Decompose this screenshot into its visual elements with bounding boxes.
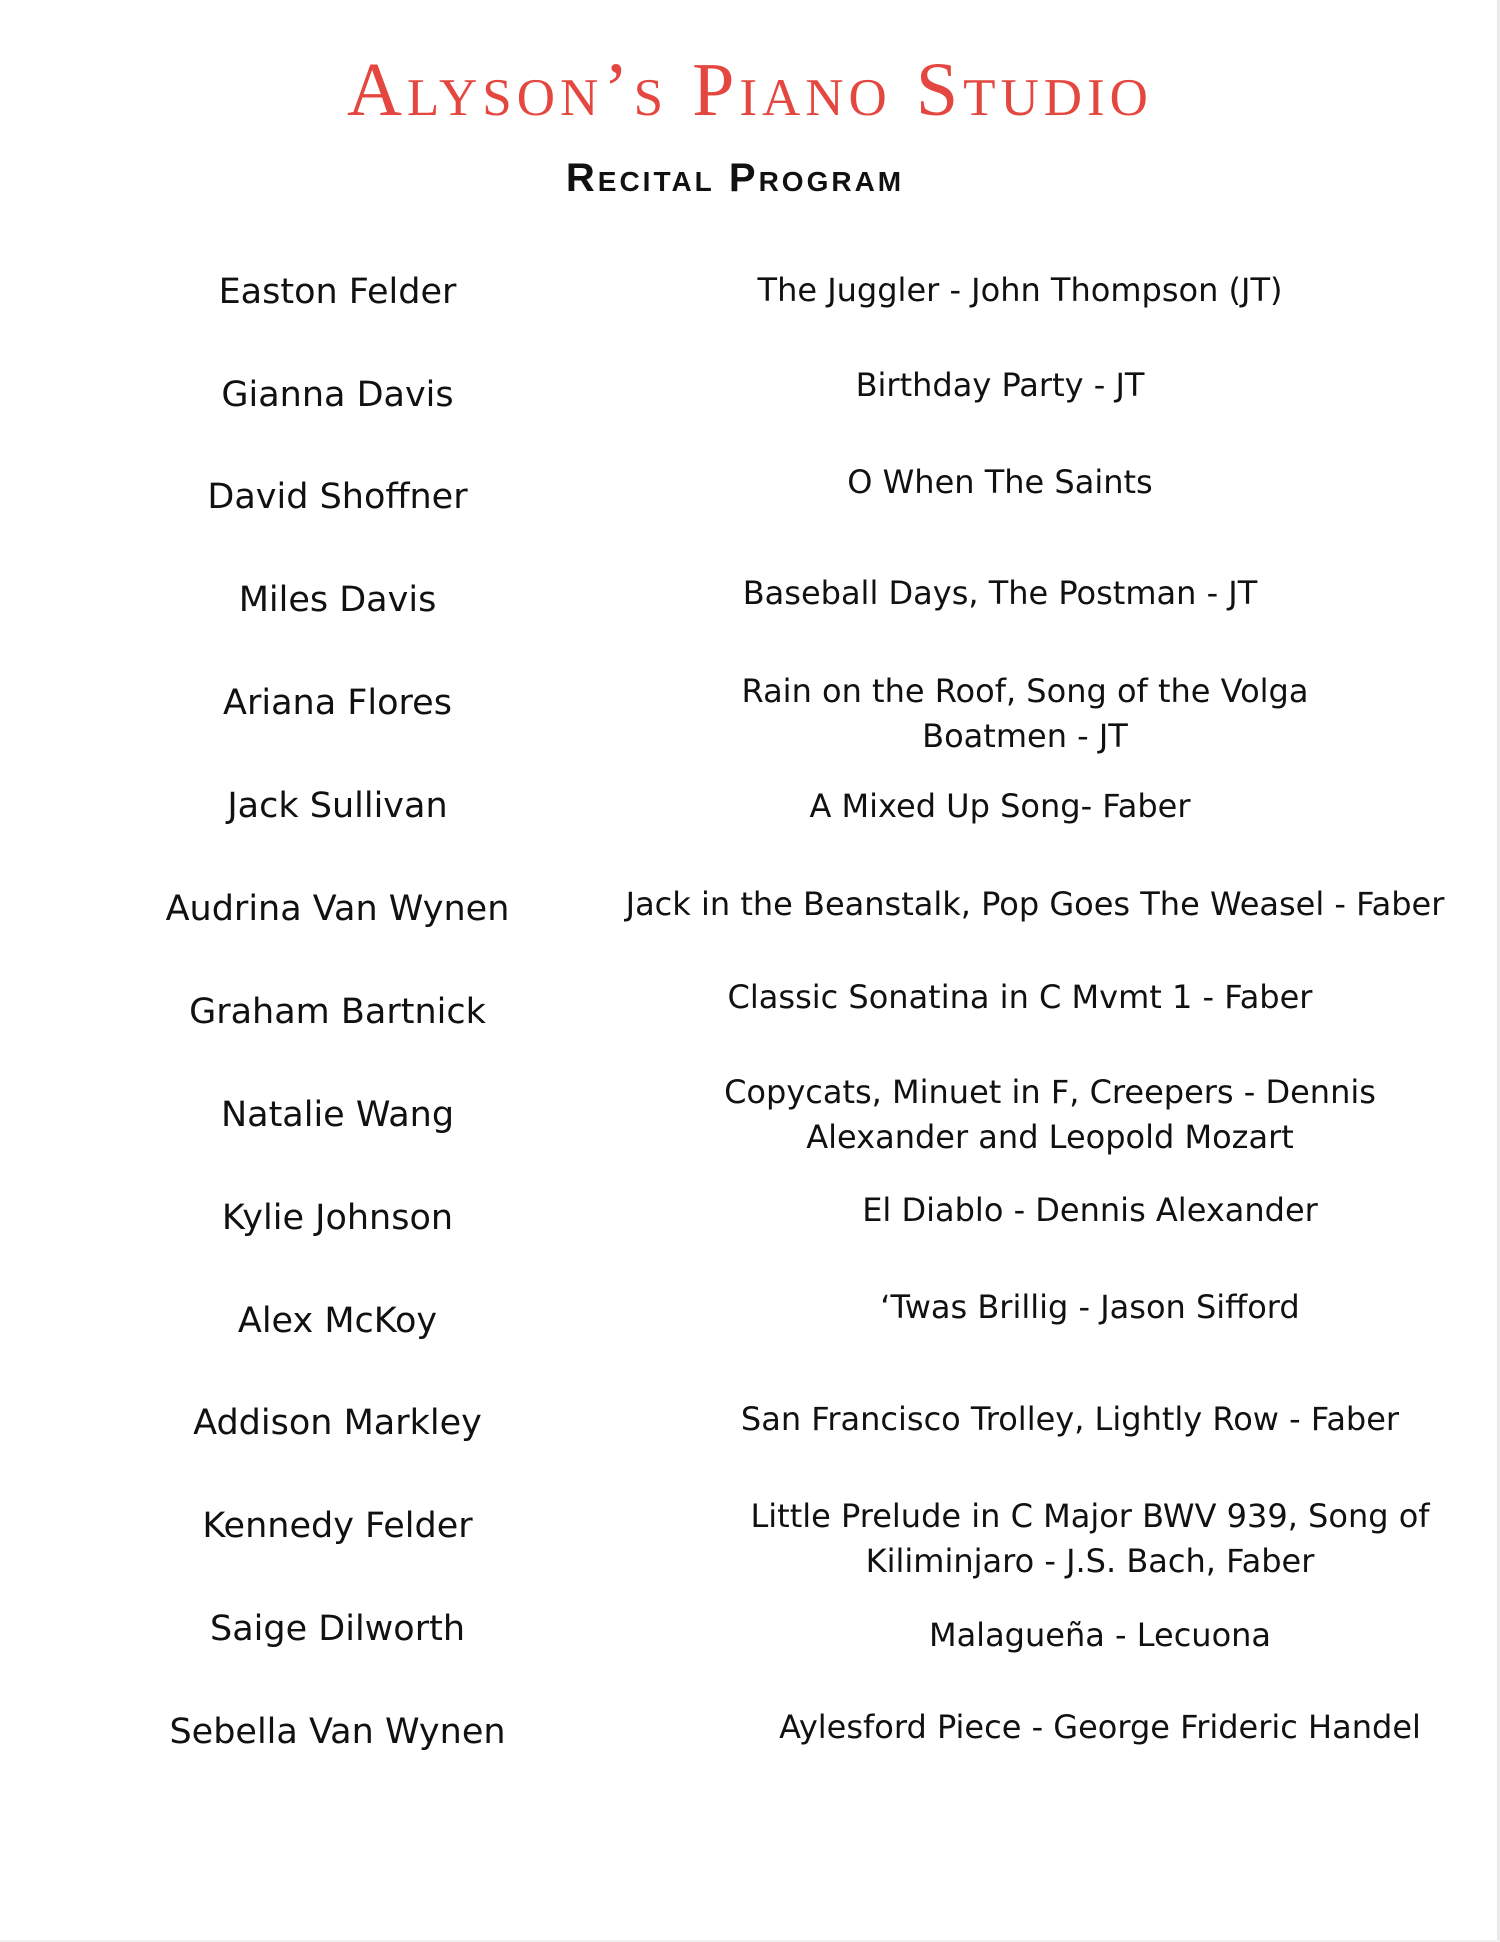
piece-title: O When The Saints xyxy=(847,463,1153,501)
performer-name: Gianna Davis xyxy=(221,375,454,415)
piece-title: Aylesford Piece - George Frideric Handel xyxy=(779,1708,1421,1746)
performer-name: Kennedy Felder xyxy=(202,1506,473,1546)
performer-name: Ariana Flores xyxy=(223,683,452,723)
piece-title: Baseball Days, The Postman - JT xyxy=(742,574,1258,612)
piece-title: Little Prelude in C Major BWV 939, Song of Kiliminjaro - J.S. Bach, Faber xyxy=(750,1497,1430,1580)
piece-title: Copycats, Minuet in F, Creepers - Dennis Alexander and Leopold Mozart xyxy=(724,1073,1376,1156)
piece-title: Classic Sonatina in C Mvmt 1 - Faber xyxy=(727,978,1313,1016)
performer-name: Sebella Van Wynen xyxy=(169,1712,506,1752)
performer-name: Graham Bartnick xyxy=(189,992,486,1032)
performer-name: Miles Davis xyxy=(238,580,437,620)
studio-title: Alyson’s Piano Studio xyxy=(347,48,1153,132)
performer-name: Natalie Wang xyxy=(220,1095,455,1135)
performer-name: Addison Markley xyxy=(193,1403,482,1443)
piece-title: ‘Twas Brillig - Jason Sifford xyxy=(880,1288,1300,1326)
piece-title: El Diablo - Dennis Alexander xyxy=(862,1191,1318,1229)
piece-title: Jack in the Beanstalk, Pop Goes The Weasel - Faber xyxy=(625,885,1445,923)
program-subtitle: Recital Program xyxy=(565,156,905,200)
performer-name: Easton Felder xyxy=(218,272,457,312)
piece-title: Birthday Party - JT xyxy=(855,366,1145,404)
performer-name: Jack Sullivan xyxy=(227,786,448,826)
performer-name: Audrina Van Wynen xyxy=(165,889,510,929)
piece-title: Malagueña - Lecuona xyxy=(928,1616,1272,1654)
piece-title: The Juggler - John Thompson (JT) xyxy=(757,271,1283,309)
performer-name: Saige Dilworth xyxy=(210,1609,465,1649)
performer-name: Kylie Johnson xyxy=(221,1198,454,1238)
piece-title: A Mixed Up Song- Faber xyxy=(809,787,1191,825)
performer-name: David Shoffner xyxy=(207,477,468,517)
piece-title: Rain on the Roof, Song of the Volga Boatmen - JT xyxy=(741,672,1309,755)
performer-name: Alex McKoy xyxy=(237,1301,438,1341)
piece-title: San Francisco Trolley, Lightly Row - Faber xyxy=(740,1400,1400,1438)
